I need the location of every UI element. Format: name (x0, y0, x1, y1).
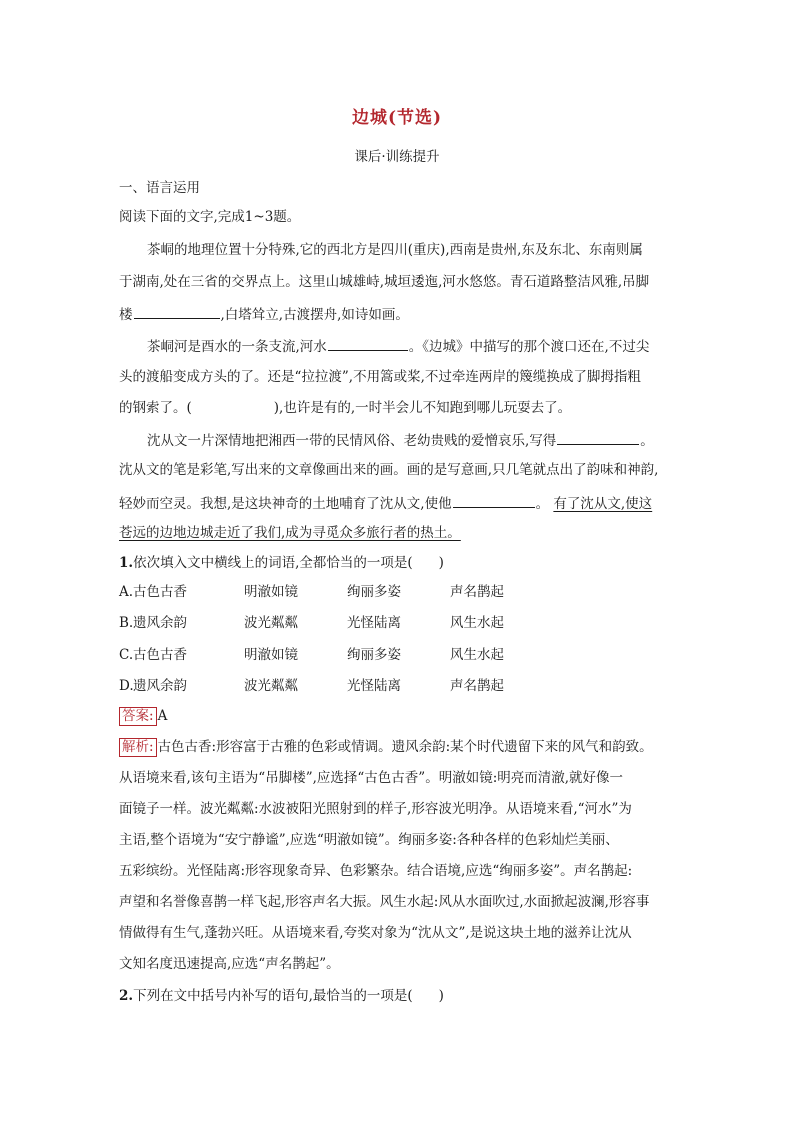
instruction: 阅读下面的文字,完成1~3题。 (119, 209, 301, 225)
page-title: 边城(节选) (351, 108, 443, 128)
analysis-line (119, 737, 689, 757)
analysis-line: 五彩缤纷。光怪陆离:形容现象奇异、色彩繁杂。结合语境,应选“绚丽多姿”。声名鹊起: (119, 863, 633, 879)
underlined-sentence: 苍远的边地边城走近了我们,成为寻觅众多旅行者的热土。 (119, 525, 461, 541)
question-1-stem: 1.依次填入文中横线上的词语,全都恰当的一项是( ) (119, 555, 444, 571)
option-word: 波光粼粼 (244, 678, 298, 694)
fill-blank (557, 429, 639, 445)
option-word: 明澈如镜 (244, 584, 298, 600)
option-word: 绚丽多姿 (347, 584, 401, 600)
analysis-text: 古色古香:形容富于古雅的色彩或情调。遗风余韵:某个时代遗留下来的风气和韵致。 (157, 739, 653, 755)
option-word: 风生水起 (450, 647, 504, 663)
passage-line (119, 303, 689, 325)
option-word: 遗风余韵 (133, 615, 187, 631)
passage-text: 楼 (119, 307, 133, 323)
question-text: 下列在文中括号内补写的语句,最恰当的一项是( (133, 988, 413, 1004)
passage-text: 的钢索了。( (119, 400, 192, 416)
option-word: 波光粼粼 (244, 615, 298, 631)
option-word: 风生水起 (450, 615, 504, 631)
analysis-line: 面镜子一样。波光粼粼:水波被阳光照射到的样子,形容波光明净。从语境来看,“河水”为 (119, 801, 632, 817)
underlined-sentence: 有了沈从文,使这 (553, 496, 653, 512)
fill-blank (453, 492, 535, 508)
option-word: 声名鹊起 (450, 678, 504, 694)
option-word: 声名鹊起 (450, 584, 504, 600)
passage-line (147, 429, 717, 451)
page-subtitle: 课后·训练提升 (354, 149, 440, 165)
passage-line (119, 398, 689, 418)
option-word: 古色古香 (133, 647, 187, 663)
answer-value: A (157, 708, 168, 724)
passage-text: 。 (640, 433, 654, 449)
answer-line (119, 706, 689, 726)
analysis-line: 情做得有生气,蓬勃兴旺。从语境来看,夸奖对象为“沈从文”,是说这块土地的滋养让沈从 (119, 925, 632, 941)
fill-blank (328, 335, 408, 351)
option-label: A. (119, 584, 134, 600)
analysis-line: 文知名度迅速提高,应选“声名鹊起”。 (119, 956, 340, 972)
answer-tag: 答案: (119, 707, 157, 726)
passage-text: 茶峒河是酉水的一条支流,河水 (147, 339, 327, 355)
analysis-line: 主语,整个语境为“安宁静谧”,应选“明澈如镜”。绚丽多姿:各种各样的色彩灿烂美丽、 (119, 832, 619, 848)
fill-blank (134, 303, 220, 319)
passage-line (147, 335, 717, 357)
analysis-tag: 解析: (119, 738, 157, 757)
option-word: 光怪陆离 (347, 615, 401, 631)
option-label: B. (119, 615, 134, 631)
option-label: C. (119, 647, 134, 663)
option-word: 光怪陆离 (347, 678, 401, 694)
analysis-line: 声望和名誉像喜鹊一样飞起,形容声名大振。风生水起:风从水面吹过,水面掀起波澜,形容事 (119, 894, 650, 910)
option-label: D. (119, 678, 134, 694)
analysis-line: 从语境来看,该句主语为“吊脚楼”,应选择“古色古香”。明澈如镜:明亮而清澈,就好像一 (119, 770, 624, 786)
question-text: 依次填入文中横线上的词语,全都恰当的一项是( (133, 555, 413, 571)
passage-line: 沈从文的笔是彩笔,写出来的文章像画出来的画。画的是写意画,只几笔就点出了韵味和神韵, (119, 462, 659, 478)
passage-text: 沈从文一片深情地把湘西一带的民情风俗、老幼贵贱的爱憎哀乐,写得 (147, 433, 557, 449)
option-word: 绚丽多姿 (347, 647, 401, 663)
passage-text: 。《边城》中描写的那个渡口还在,不过尖 (408, 339, 650, 355)
option-word: 明澈如镜 (244, 647, 298, 663)
option-word: 遗风余韵 (133, 678, 187, 694)
question-number: 1. (119, 555, 134, 571)
passage-line: 茶峒的地理位置十分特殊,它的西北方是四川(重庆),西南是贵州,东及东北、东南则属 (147, 242, 643, 258)
section-heading: 一、语言运用 (119, 180, 200, 196)
option-word: 古色古香 (133, 584, 187, 600)
passage-text: 。 (535, 496, 550, 512)
passage-text: 轻妙而空灵。我想,是这块神奇的土地哺育了沈从文,使他 (119, 496, 452, 512)
question-2-stem: 2.下列在文中括号内补写的语句,最恰当的一项是( ) (119, 988, 444, 1004)
passage-line: 于湖南,处在三省的交界点上。这里山城雄峙,城垣逶迤,河水悠悠。青石道路整洁风雅,吊脚 (119, 274, 650, 290)
passage-line (119, 523, 689, 543)
passage-text: ,白塔耸立,古渡摆舟,如诗如画。 (220, 307, 409, 323)
passage-line (119, 492, 689, 514)
question-number: 2. (119, 988, 134, 1004)
passage-line: 头的渡船变成方头的了。还是“拉拉渡”,不用篙或桨,不过牵连两岸的篾缆换成了脚拇指粗 (119, 369, 641, 385)
passage-text: ),也许是有的,一时半会儿不知跑到哪儿玩耍去了。 (273, 400, 572, 416)
